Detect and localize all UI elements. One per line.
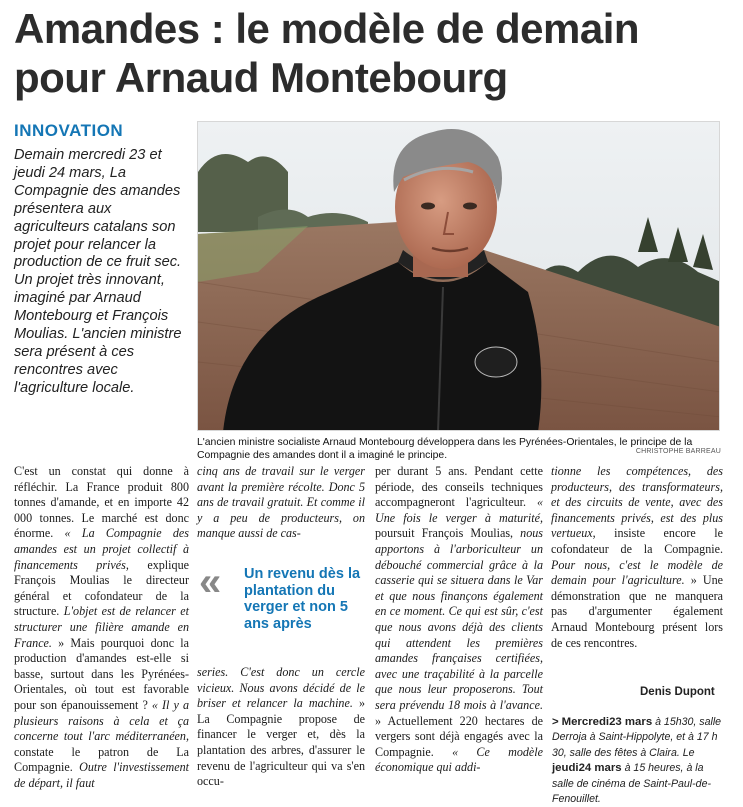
quote-run: nous apportons à l'arboriculteur un débouché commercial grâce à la casserie qui se situera dans le Var et que nous finançons également en ce moment. Ce qui est sûr, c'est que nous avons déjà des clients qui attendent les premières amandes françaises certifiées, avec une traçabilité à la parcelle que nous leur proposerons. Tout sera prévendu 18 mois à l'avance. — [375, 526, 543, 712]
body-column-3 — [375, 464, 543, 776]
quote-run: « La Compagnie des amandes est un projet collectif à financements privés, — [14, 526, 189, 572]
text-run: per durant 5 ans. Pendant cette période, des conseils techniques accompagneront l'agriculteur. — [375, 464, 543, 510]
text-run: constate le patron de La Compagnie. — [14, 744, 189, 775]
body-column-1 — [14, 464, 189, 791]
photo-illustration — [198, 122, 720, 431]
event-day-1: Mercredi23 mars — [561, 716, 653, 728]
author-signature: Denis Dupont — [640, 686, 715, 698]
text-run: » La Compagnie propose de financer le verger et, dès la plantation des arbres, d'assurer le revenu de l'agriculteur qui va s'en occu- — [197, 696, 365, 789]
quote-run: tionne les compétences, des producteurs, des transformateurs, et des circuits de vente, avec des financements privés, est des plus vertueux, — [551, 464, 723, 541]
quote-run: « Ce modèle économique qui addi- — [375, 744, 544, 775]
quote-run: series. C'est donc un cercle vicieux. Nous avons décidé de le briser et relancer la machine. — [197, 665, 365, 711]
body-column-4 — [551, 464, 723, 651]
lead-paragraph: Demain mercredi 23 et jeudi 24 mars, La Compagnie des amandes présentera aux agriculteurs catalans son projet pour relancer la production de ce fruit sec. Un projet très innovant, imaginé par Arnaud Montebourg et François Moulias. L'ancien ministre sera présent à ces rencontres avec l'agriculture locale. — [14, 147, 182, 396]
pull-quote — [199, 562, 369, 650]
quote-run: cinq ans de travail sur le verger avant la première récolte. Donc 5 ans de travail gratuit. Et comme il y a peu de producteurs, on manque aussi de cas- — [197, 464, 365, 541]
event-day-2: jeudi24 mars — [552, 762, 622, 775]
quote-run: Outre l'investissement de départ, il faut — [14, 760, 189, 790]
rubric-label: INNOVATION — [14, 121, 124, 140]
photo-credit: CHRISTOPHE BARREAU — [635, 448, 721, 455]
article-photo — [197, 121, 720, 431]
quote-run: « Il y a plusieurs raisons à cela et ça concerne tout l'arc méditerranéen, — [14, 697, 189, 744]
body-column-2-continued — [197, 665, 365, 790]
text-run: explique François Moulias le directeur général et cofondateur de la structure. — [14, 557, 189, 619]
quote-mark-icon: « — [199, 560, 222, 604]
quote-run: L'objet est de relancer et structurer une filière amande en France. — [14, 604, 189, 650]
text-run: » Mais pourquoi donc la production d'amandes est-elle si basse, surtout dans les Pyrénées-Orientales, où tout est favorable pour son épanouissement ? — [14, 635, 189, 712]
text-run: C'est un constat qui donne à réfléchir. La France produit 800 tonnes d'amande, et en importe 42 000 tonnes. Le marché est donc énorme. — [14, 464, 189, 541]
event-schedule — [552, 715, 724, 807]
quote-run: « Une fois le verger à maturité, — [375, 495, 543, 525]
text-run: » Une démonstration que ne manquera pas d'argumenter également Arnaud Montebourg présent lors de ces rencontres. — [551, 573, 723, 650]
text-run: insiste encore le cofondateur de la Compagnie. — [551, 526, 723, 556]
event-details-2: à 15 heures, à la salle de cinéma de Saint-Paul-de-Fenouillet. — [552, 762, 711, 806]
event-details-1: à 15h30, salle Derroja à Saint-Hippolyte, et à 17 h 30, salle des fêtes à Claira. Le — [552, 716, 722, 759]
jacket-logo — [475, 347, 517, 377]
headline: Amandes : le modèle de demain pour Arnaud Montebourg — [14, 5, 640, 101]
pull-quote-text: Un revenu dès la plantation du verger et non 5 ans après — [244, 566, 361, 632]
photo-caption: L'ancien ministre socialiste Arnaud Montebourg développera dans les Pyrénées-Orientales, le principe de la Compagnie des amandes dont il a imaginé le principe. — [197, 437, 693, 461]
quote-run: Pour nous, c'est le modèle de demain pour l'agriculture. — [551, 557, 723, 588]
event-marker: > — [552, 716, 559, 728]
text-run: poursuit François Moulias, — [375, 526, 521, 541]
body-column-2 — [197, 464, 365, 542]
text-run: » Actuellement 220 hectares de vergers sont déjà engagés avec la Compagnie. — [375, 713, 543, 759]
